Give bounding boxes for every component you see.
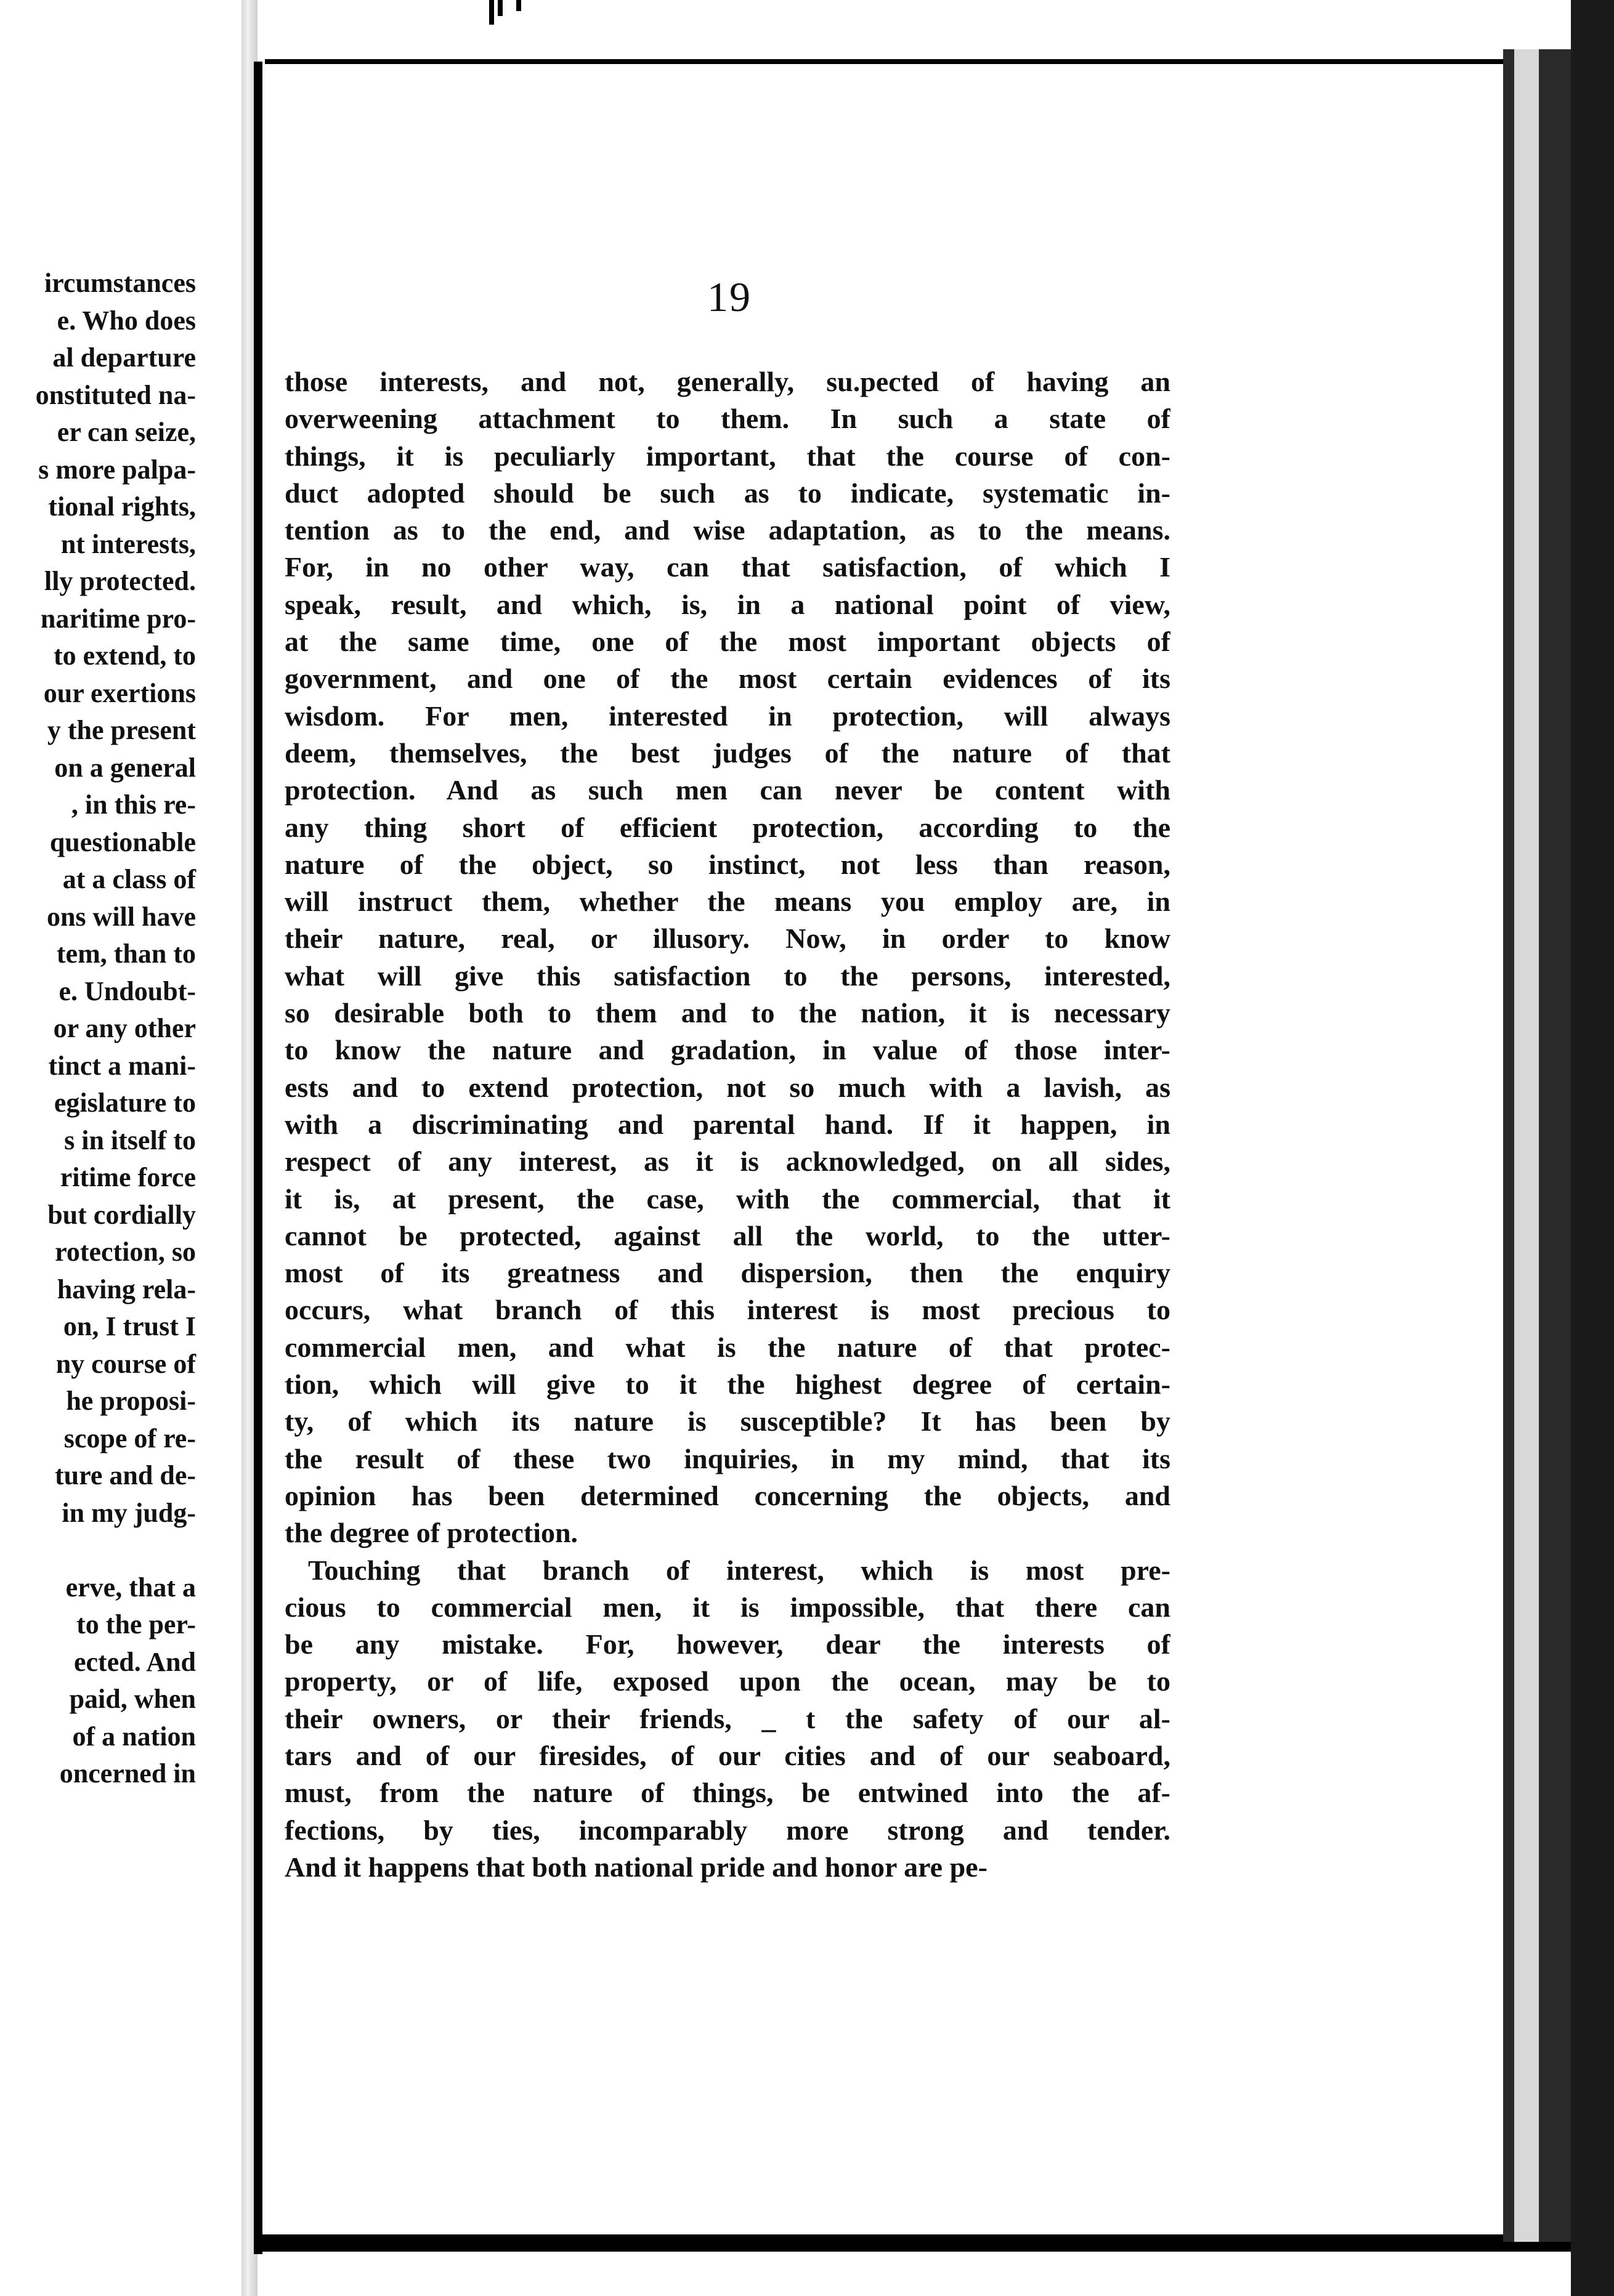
text-line: government, and one of the most certain evidences of its: [285, 663, 1170, 695]
text-line: respect of any interest, as it is acknowledged, on all sides,: [285, 1146, 1170, 1178]
text-line: Touching that branch of interest, which is most pre-: [308, 1554, 1170, 1586]
text-line: speak, result, and which, is, in a national point of view,: [285, 588, 1170, 620]
text-line: those interests, and not, generally, su.pected of having an: [285, 366, 1170, 397]
left-page-text: [36, 265, 196, 1793]
text-line: tion, which will give to it the highest degree of certain-: [285, 1368, 1170, 1401]
left-text-line: e. Who does: [57, 305, 196, 336]
text-line: For, in no other way, can that satisfaction, of which I: [285, 551, 1170, 583]
text-line: their owners, or their friends, _ t the safety of our al-: [285, 1702, 1170, 1734]
text-line: so desirable both to them and to the nation, it is necessary: [285, 997, 1170, 1029]
left-text-line: ons will have: [46, 901, 196, 932]
page-edge-bottom: [254, 2234, 1572, 2252]
text-line: most of its greatness and dispersion, then the enquiry: [285, 1257, 1170, 1289]
left-text-line: on, I trust I: [63, 1311, 196, 1341]
left-text-line: rotection, so: [55, 1237, 196, 1267]
left-text-line: onstituted na-: [35, 379, 196, 410]
text-line: property, or of life, exposed upon the ocean, may be to: [285, 1665, 1170, 1697]
text-line: things, it is peculiarly important, that the course of con-: [285, 440, 1170, 472]
text-line: ests and to extend protection, not so much with a lavish, as: [285, 1071, 1170, 1103]
text-line: with a discriminating and parental hand. If it happen, in: [285, 1108, 1170, 1140]
text-line: tention as to the end, and wise adaptation, as to the means.: [285, 514, 1170, 546]
page-edge-top: [265, 59, 1522, 64]
left-text-line: [36, 1532, 196, 1569]
left-text-line: or any other: [53, 1013, 196, 1043]
left-text-line: ture and de-: [55, 1460, 196, 1490]
left-text-line: er can seize,: [57, 417, 196, 447]
book-cover: [1571, 0, 1614, 2296]
text-line: opinion has been determined concerning the objects, and: [285, 1479, 1170, 1511]
left-text-line: our exertions: [43, 677, 196, 708]
left-text-line: having rela-: [57, 1274, 196, 1304]
book-page-stack: [1514, 49, 1539, 2242]
text-line: cious to commercial men, it is impossible, that there can: [285, 1591, 1170, 1623]
text-line: what will give this satisfaction to the persons, interested,: [285, 960, 1170, 992]
text-line: will instruct them, whether the means you employ are, in: [285, 886, 1170, 918]
left-text-line: questionable: [49, 827, 196, 857]
text-line: to know the nature and gradation, in value of those inter-: [285, 1034, 1170, 1066]
text-line: occurs, what branch of this interest is most precious to: [285, 1294, 1170, 1326]
text-line: fections, by ties, incomparably more strong and tender.: [285, 1814, 1170, 1846]
text-line: it is, at present, the case, with the commercial, that it: [285, 1182, 1170, 1215]
left-text-line: lly protected.: [44, 566, 196, 596]
left-text-line: al departure: [52, 342, 196, 373]
text-line: at the same time, one of the most important objects of: [285, 626, 1170, 658]
text-line: overweening attachment to them. In such a state of: [285, 403, 1170, 435]
left-text-line: naritime pro-: [40, 603, 196, 634]
text-line: cannot be protected, against all the world, to the utter-: [285, 1219, 1170, 1251]
left-text-line: s more palpa-: [38, 454, 196, 485]
text-line: ty, of which its nature is susceptible? It has been by: [285, 1405, 1170, 1437]
left-text-line: e. Undoubt-: [59, 976, 196, 1006]
text-line: commercial men, and what is the nature of that protec-: [285, 1331, 1170, 1363]
scan-mark: [498, 0, 503, 16]
left-text-line: of a nation: [72, 1721, 196, 1752]
left-text-line: nt interests,: [60, 528, 196, 559]
left-text-line: at a class of: [62, 864, 196, 894]
text-line: their nature, real, or illusory. Now, in order to know: [285, 923, 1170, 955]
left-text-line: scope of re-: [63, 1423, 196, 1453]
text-line: the result of these two inquiries, in my mind, that its: [285, 1442, 1170, 1474]
left-page: [0, 0, 245, 2296]
page-edge-left: [254, 62, 262, 2254]
left-text-line: y the present: [47, 715, 196, 745]
left-text-line: he proposi-: [66, 1386, 196, 1416]
left-text-line: on a general: [54, 752, 196, 783]
left-text-line: egislature to: [54, 1088, 196, 1118]
text-line: be any mistake. For, however, dear the interests of: [285, 1628, 1170, 1660]
right-page-text: [285, 363, 1170, 1886]
left-text-line: ected. And: [74, 1646, 196, 1677]
text-line: tars and of our firesides, of our cities and of our seaboard,: [285, 1739, 1170, 1771]
right-page: [258, 43, 1504, 2236]
text-line: must, from the nature of things, be entwined into the af-: [285, 1777, 1170, 1809]
left-text-line: paid, when: [69, 1684, 196, 1714]
left-text-line: to the per-: [76, 1609, 196, 1639]
left-text-line: tional rights,: [48, 491, 196, 522]
text-line: wisdom. For men, interested in protection, will always: [285, 700, 1170, 732]
left-text-line: ircumstances: [44, 268, 196, 298]
left-text-line: but cordially: [47, 1199, 196, 1230]
left-text-line: ritime force: [60, 1162, 196, 1192]
text-line: nature of the object, so instinct, not less than reason,: [285, 848, 1170, 880]
left-text-line: oncerned in: [59, 1758, 196, 1789]
left-text-line: erve, that a: [65, 1572, 196, 1603]
left-text-line: in my judg-: [62, 1497, 196, 1528]
left-text-line: tinct a mani-: [48, 1050, 196, 1081]
text-line: And it happens that both national pride and honor are pe-: [285, 1851, 987, 1883]
scan-mark: [489, 0, 494, 25]
text-line: the degree of protection.: [285, 1517, 578, 1549]
left-text-line: ny course of: [55, 1348, 196, 1379]
text-line: duct adopted should be such as to indicate, systematic in-: [285, 477, 1170, 509]
text-line: deem, themselves, the best judges of the nature of that: [285, 737, 1170, 769]
text-line: any thing short of efficient protection, according to the: [285, 811, 1170, 843]
text-line: protection. And as such men can never be content with: [285, 774, 1170, 806]
page-number: 19: [707, 273, 752, 320]
left-text-line: s in itself to: [64, 1125, 196, 1155]
left-text-line: tem, than to: [56, 939, 196, 969]
left-text-line: to extend, to: [54, 641, 196, 671]
scan-mark: [516, 0, 521, 11]
left-text-line: , in this re-: [71, 790, 196, 820]
